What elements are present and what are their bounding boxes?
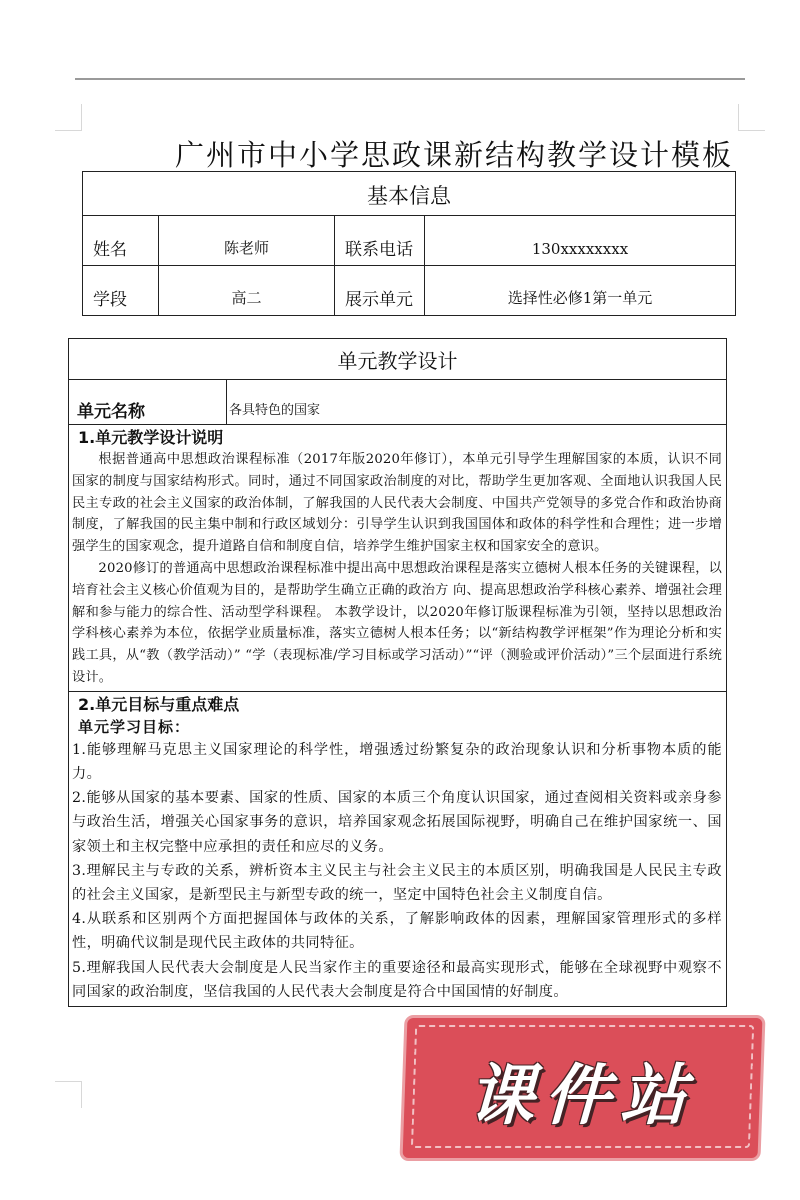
goal-item: 1.能够理解马克思主义国家理论的科学性，增强透过纷繁复杂的政治现象认识和分析事物本质的能力。 — [72, 741, 722, 782]
goals-subtitle: 单元学习目标： — [78, 717, 191, 736]
header-rule — [75, 78, 745, 80]
section-row — [69, 425, 727, 692]
paragraph: 根据普通高中思想政治课程标准（2017年版2020年修订），本单元引导学生理解国家的本质，认识不同国家的制度与国家结构形式。同时，通过不同国家政治制度的对比，帮助学生更加客观、全面地认识我国人民民主专政的社会主义国家的政治体制，了解我国的人民代表大会制度、中国共产党领导的多党合作和政治协商制度，了解我国的民主集中制和行政区域划分：引导学生认识到我国国体和政体的科学性和合理性；进一步增强学生的国家观念，提升道路自信和制度自信，培养学生维护国家主权和国家安全的意识。 — [72, 452, 722, 555]
unit-design-heading-row — [69, 339, 727, 380]
margin-corner-mark — [55, 1081, 82, 1108]
table-row — [83, 266, 736, 316]
basic-info-heading-row — [83, 172, 736, 216]
section-row — [69, 691, 727, 1006]
unit-design-heading: 单元教学设计 — [69, 339, 727, 380]
section-title: 2.单元目标与重点难点 — [78, 694, 240, 714]
margin-corner-mark — [55, 104, 82, 131]
goal-item: 5.理解我国人民代表大会制度是人民当家作主的重要途径和最高实现形式，能够在全球视野中观察不同国家的政治制度，坚信我国的人民代表大会制度是符合中国国情的好制度。 — [72, 959, 722, 1000]
design-description-section — [69, 425, 727, 692]
document-title: 广州市中小学思政课新结构教学设计模板 — [175, 138, 734, 172]
unit-design-table — [68, 338, 727, 1007]
goals-section — [69, 691, 727, 1006]
unit-name-label: 单元名称 — [69, 380, 227, 425]
unit-name-value: 各具特色的国家 — [227, 380, 727, 425]
phone-label: 联系电话 — [335, 216, 425, 266]
goal-item: 2.能够从国家的基本要素、国家的性质、国家的本质三个角度认识国家，通过查阅相关资料或亲身参与政治生活，增强关心国家事务的意识，培养国家观念拓展国际视野，明确自己在维护国家统一、国家领土和主权完整中应承担的责任和应尽的义务。 — [72, 790, 722, 855]
watermark-stamp — [403, 1018, 763, 1158]
basic-info-table — [82, 171, 736, 316]
margin-corner-mark — [738, 104, 765, 131]
goal-item: 4.从联系和区别两个方面把握国体与政体的关系，了解影响政体的因素，理解国家管理形式的多样性，明确代议制是现代民主政体的共同特征。 — [72, 911, 722, 952]
phone-value: 130xxxxxxxx — [425, 216, 736, 266]
paragraph: 2020修订的普通高中思想政治课程标准中提出高中思想政治课程是落实立德树人根本任务的关键课程，以培育社会主义核心价值观为目的，是帮助学生确立正确的政治方 向、提高思想政治学科核心素养、增强社会理解和参与能力的综合性、活动型学科课程。 本教学设计，以2020年修订版课程标准为引领，坚持以思想政治学科核心素养为本位，依据学业质量标准，落实立德树人根本任务；以“新结构教学评框架”作为理论分析和实践工具，从“教（教学活动）” “学（表现标准/学习目标或学习活动）”“评（测验或评价活动）”三个层面进行系统设计。 — [72, 560, 722, 685]
unit-value: 选择性必修1第一单元 — [425, 266, 736, 316]
section-title: 1.单元教学设计说明 — [78, 428, 224, 447]
table-row — [83, 216, 736, 266]
name-value: 陈老师 — [159, 216, 335, 266]
grade-value: 高二 — [159, 266, 335, 316]
name-label: 姓名 — [83, 216, 159, 266]
watermark-text: 课件站 — [466, 1057, 698, 1134]
goal-item: 3.理解民主与专政的关系，辨析资本主义民主与社会主义民主的本质区别，明确我国是人民民主专政的社会主义国家，是新型民主与新型专政的统一，坚定中国特色社会主义制度自信。 — [72, 862, 722, 903]
basic-info-heading: 基本信息 — [83, 172, 736, 216]
grade-label: 学段 — [83, 266, 159, 316]
unit-label: 展示单元 — [335, 266, 425, 316]
table-row — [69, 380, 727, 425]
